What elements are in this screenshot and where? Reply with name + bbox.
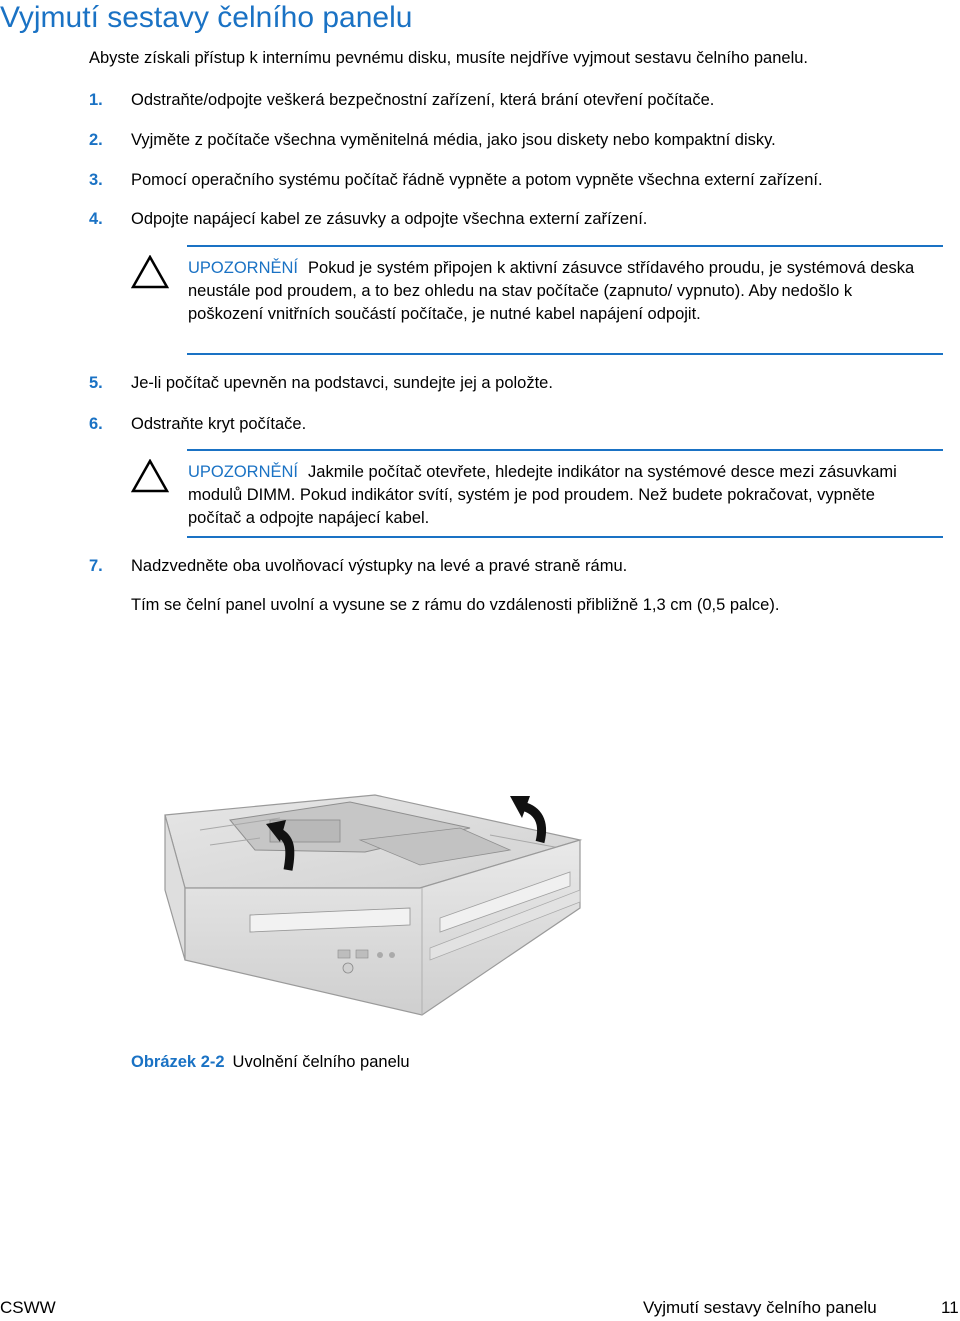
footer-left: CSWW [0, 1298, 56, 1317]
caution-box [131, 245, 943, 357]
caution-text [188, 461, 928, 530]
step-number: 7. [89, 557, 103, 575]
caution-body: Pokud je systém připojen k aktivní zásuvce střídavého proudu, je systémová deska neustále pod proudem, a to bez ohledu na stav počítače (zapnuto/ vypnuto). Aby nedošlo k poškození vnitřních součástí počítače, je nutné kabel napájení odpojit. [188, 259, 915, 323]
step-number: 6. [89, 415, 103, 433]
step-number: 4. [89, 210, 103, 228]
caution-box [131, 449, 943, 541]
step-number: 1. [89, 91, 103, 109]
step-number: 5. [89, 374, 103, 392]
caution-text [188, 257, 928, 326]
figure-caption-text: Uvolnění čelního panelu [232, 1053, 410, 1071]
step-text: Nadzvedněte oba uvolňovací výstupky na levé a pravé straně rámu. [131, 557, 628, 575]
figure-front-panel-release [160, 790, 590, 1030]
caution-label: UPOZORNĚNÍ [188, 259, 299, 277]
figure-caption [131, 1053, 410, 1072]
intro-paragraph: Abyste získali přístup k internímu pevnému disku, musíte nejdříve vyjmout sestavu čelního panelu. [89, 49, 809, 67]
step-text: Odpojte napájecí kabel ze zásuvky a odpojte všechna externí zařízení. [131, 210, 648, 228]
caution-bottom-rule [187, 536, 943, 538]
result-paragraph: Tím se čelní panel uvolní a vysune se z rámu do vzdálenosti přibližně 1,3 cm (0,5 palce). [131, 596, 780, 614]
page-number: 11 [941, 1298, 959, 1317]
step-text: Vyjměte z počítače všechna vyměnitelná média, jako jsou diskety nebo kompaktní disky. [131, 131, 776, 149]
list-item [89, 171, 823, 190]
list-item [89, 210, 647, 229]
list-item [89, 557, 627, 576]
step-text: Odstraňte kryt počítače. [131, 415, 307, 433]
step-text: Odstraňte/odpojte veškerá bezpečnostní zařízení, která brání otevření počítače. [131, 91, 715, 109]
caution-bottom-rule [187, 353, 943, 355]
figure-number: Obrázek 2-2 [131, 1053, 225, 1071]
caution-triangle-icon [131, 459, 169, 493]
list-item [89, 131, 776, 150]
step-text: Pomocí operačního systému počítač řádně vypněte a potom vypněte všechna externí zařízení. [131, 171, 823, 189]
list-item [89, 91, 714, 110]
list-item [89, 415, 306, 434]
caution-top-rule [187, 245, 943, 247]
footer-section-title: Vyjmutí sestavy čelního panelu [643, 1298, 877, 1317]
list-item [89, 374, 553, 393]
step-number: 3. [89, 171, 103, 189]
step-number: 2. [89, 131, 103, 149]
page-title: Vyjmutí sestavy čelního panelu [0, 1, 413, 34]
caution-top-rule [187, 449, 943, 451]
caution-triangle-icon [131, 255, 169, 289]
caution-body: Jakmile počítač otevřete, hledejte indikátor na systémové desce mezi zásuvkami modulů DIMM. Pokud indikátor svítí, systém je pod proudem. Než budete pokračovat, vypněte počítač a odpojte napájecí kabel. [188, 463, 897, 527]
caution-label: UPOZORNĚNÍ [188, 463, 299, 481]
step-text: Je-li počítač upevněn na podstavci, sundejte jej a položte. [131, 374, 553, 392]
